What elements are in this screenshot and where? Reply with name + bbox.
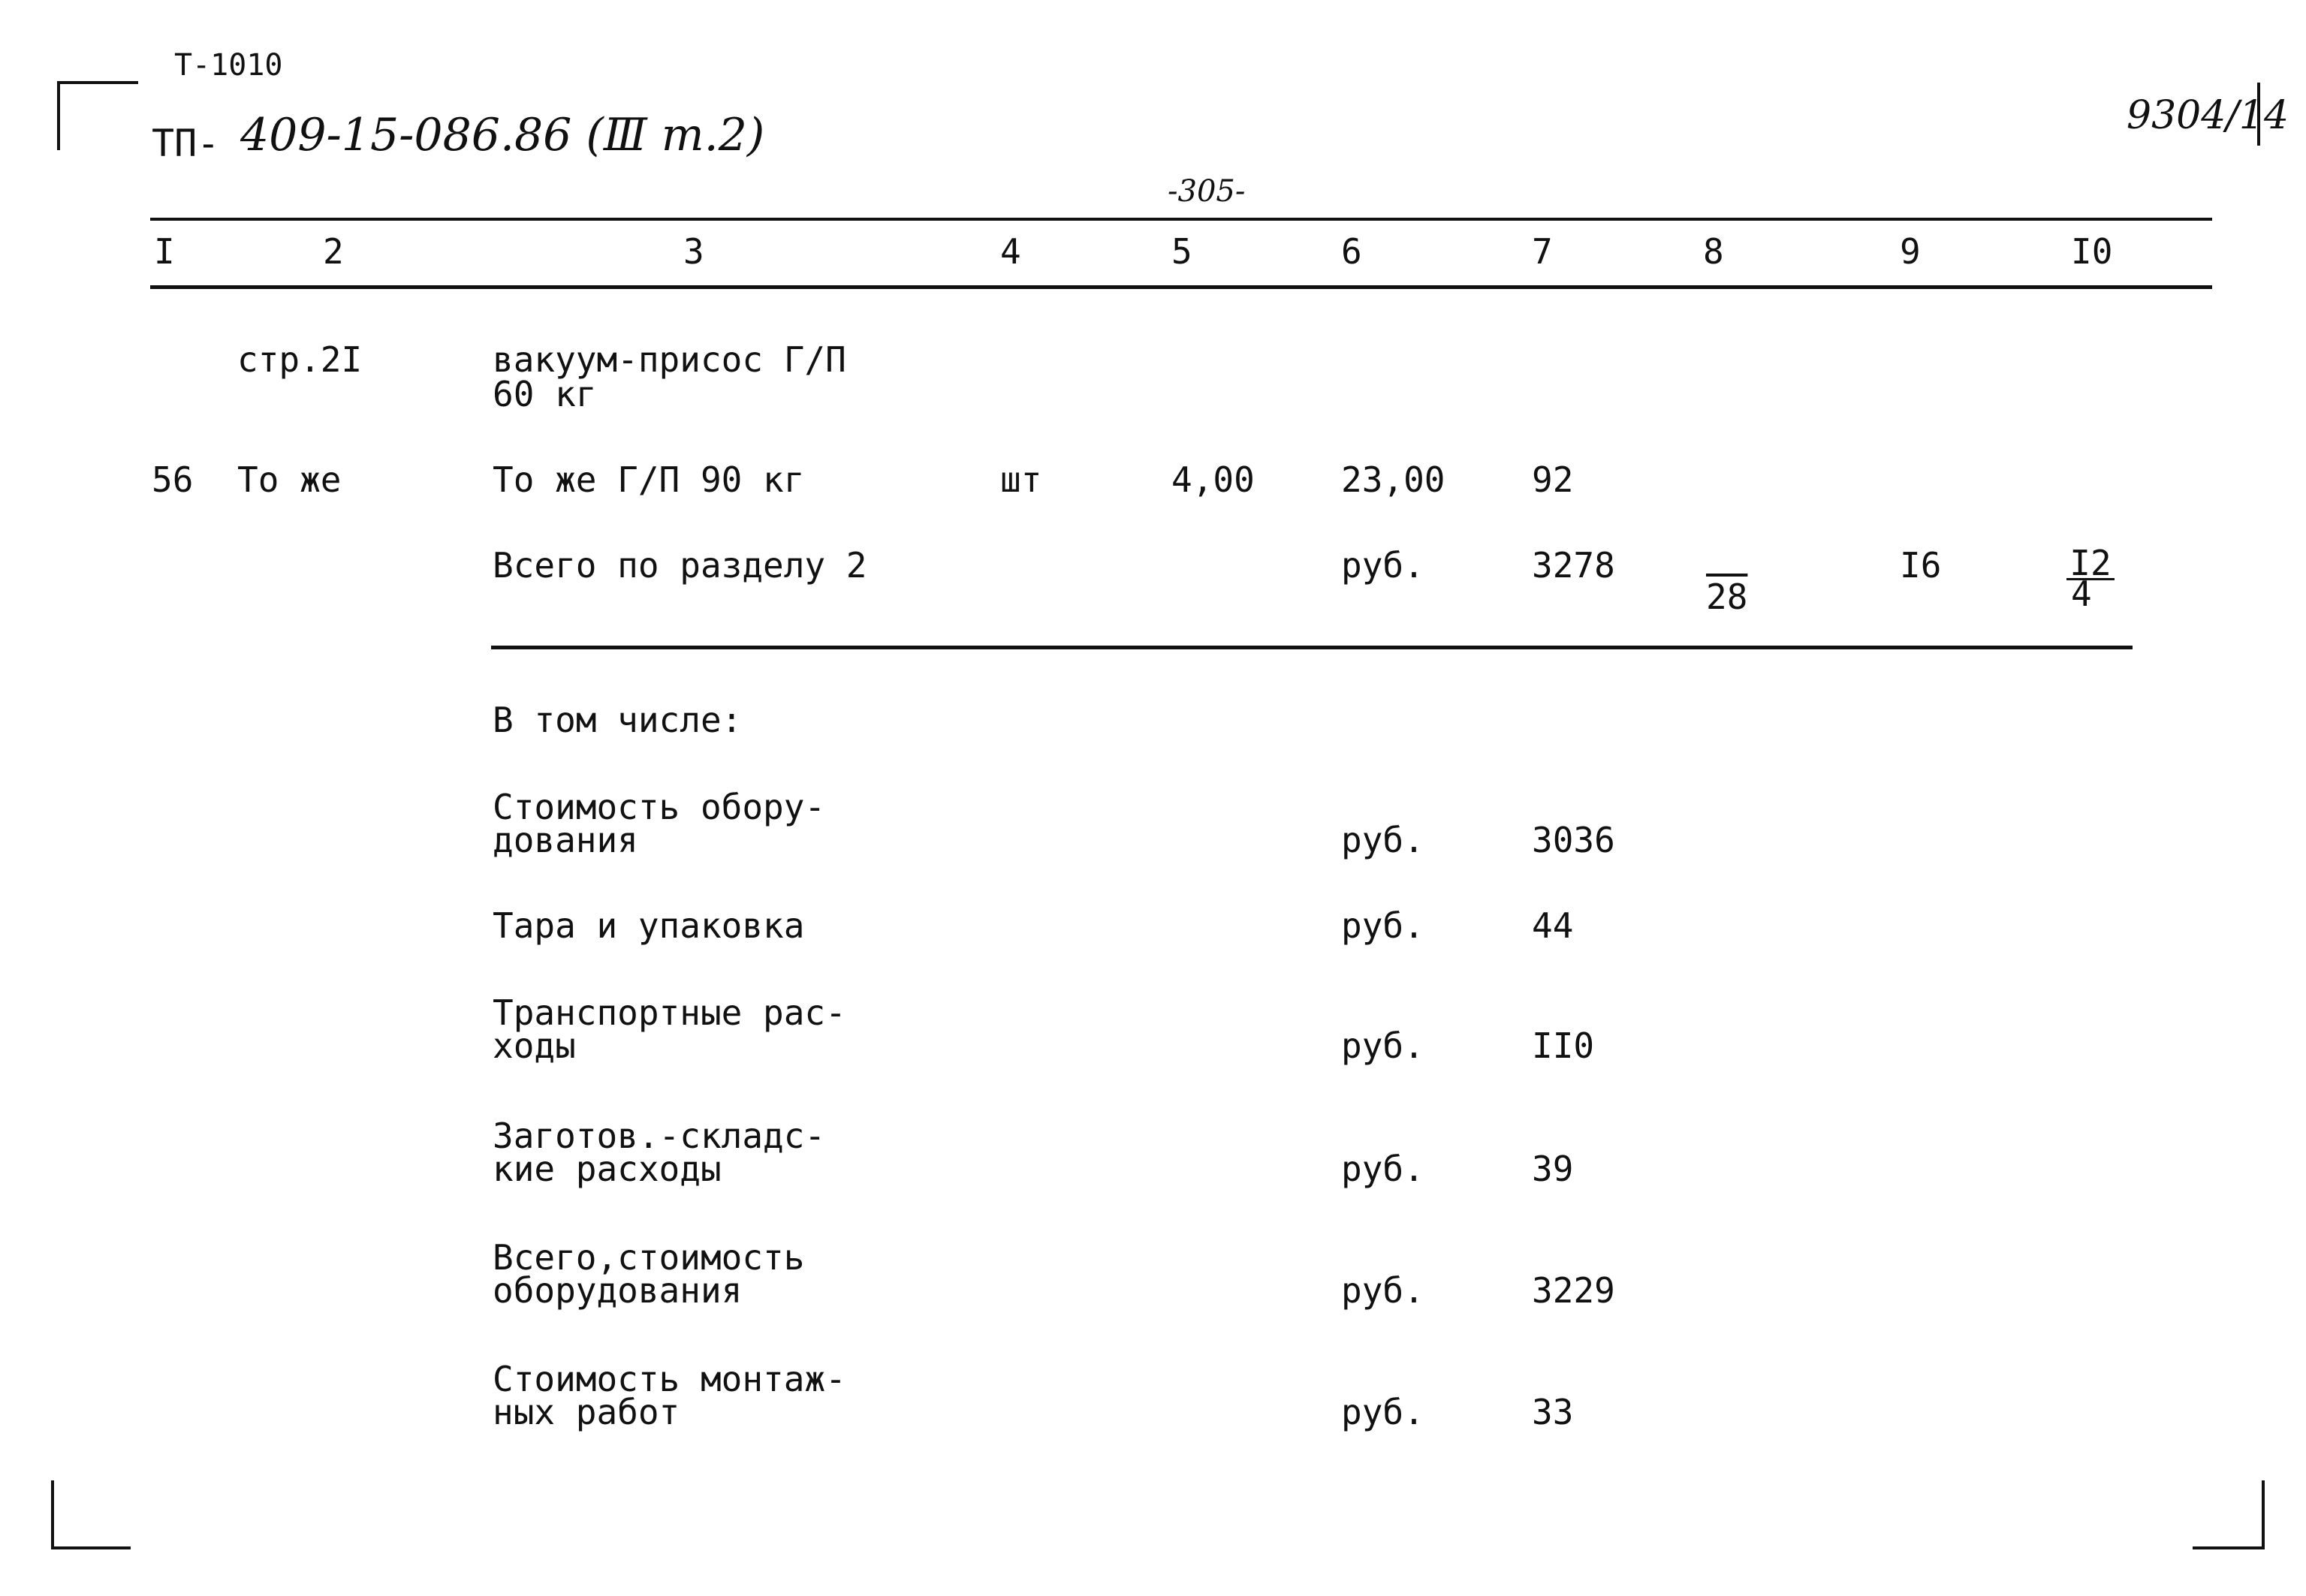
total-col-9: I6 xyxy=(1900,545,1942,586)
breakdown-5-label-line-1: Всего,стоимость xyxy=(493,1237,805,1278)
breakdown-1-label-line-2: дования xyxy=(493,820,638,860)
column-header-4: 4 xyxy=(1000,231,1021,272)
breakdown-4-unit: руб. xyxy=(1341,1149,1424,1189)
corner-mark-top-left xyxy=(57,81,138,150)
breakdown-6-label-line-1: Стоимость монтаж- xyxy=(493,1359,846,1399)
breakdown-heading: В том числе: xyxy=(493,700,743,740)
column-header-6: 6 xyxy=(1341,231,1362,272)
breakdown-3-value: II0 xyxy=(1532,1025,1595,1066)
row-2-col-1: 56 xyxy=(152,459,194,500)
breakdown-3-label-line-1: Транспортные рас- xyxy=(493,992,846,1033)
total-rule xyxy=(491,646,2133,649)
page-number: -305- xyxy=(1168,174,1246,209)
breakdown-5-value: 3229 xyxy=(1532,1270,1615,1311)
column-header-9: 9 xyxy=(1900,231,1921,272)
row-1-col-3-line-1: вакуум-присос Г/П xyxy=(493,339,846,380)
breakdown-1-label-line-1: Стоимость обору- xyxy=(493,787,826,827)
column-header-1: I xyxy=(154,231,175,272)
row-1-col-3-line-2: 60 кг xyxy=(493,374,597,414)
doc-prefix: ТП- xyxy=(152,122,220,165)
total-col-10-bottom: 4 xyxy=(2071,574,2092,614)
breakdown-5-unit: руб. xyxy=(1341,1270,1424,1311)
breakdown-4-value: 39 xyxy=(1532,1149,1574,1189)
breakdown-2-label-line-1: Тара и упаковка xyxy=(493,905,805,946)
row-2-col-2: То же xyxy=(237,459,342,500)
breakdown-1-unit: руб. xyxy=(1341,820,1424,860)
column-header-5: 5 xyxy=(1171,231,1192,272)
total-col-7: 3278 xyxy=(1532,545,1615,586)
breakdown-4-label-line-2: кие расходы xyxy=(493,1149,722,1189)
breakdown-6-value: 33 xyxy=(1532,1392,1574,1432)
corner-mark-bottom-left xyxy=(51,1480,131,1549)
column-header-8: 8 xyxy=(1703,231,1724,272)
breakdown-6-label-line-2: ных работ xyxy=(493,1392,680,1432)
header-bottom-rule xyxy=(150,285,2212,289)
row-2-col-6: 23,00 xyxy=(1341,459,1445,500)
row-2-col-3: То же Г/П 90 кг xyxy=(493,459,805,500)
total-col-10-top: I2 xyxy=(2066,548,2115,580)
total-col-8: 28 xyxy=(1706,577,1748,617)
column-header-3: 3 xyxy=(683,231,704,272)
breakdown-6-unit: руб. xyxy=(1341,1392,1424,1432)
total-col-10 xyxy=(2066,543,2115,614)
row-1-col-2: стр.2I xyxy=(237,339,363,380)
corner-mark-bottom-right xyxy=(2193,1480,2265,1549)
row-2-col-7: 92 xyxy=(1532,459,1574,500)
breakdown-3-unit: руб. xyxy=(1341,1025,1424,1066)
breakdown-2-value: 44 xyxy=(1532,905,1574,946)
column-header-7: 7 xyxy=(1532,231,1553,272)
breakdown-2-unit: руб. xyxy=(1341,905,1424,946)
row-2-col-5: 4,00 xyxy=(1171,459,1255,500)
total-label: Всего по разделу 2 xyxy=(493,545,867,586)
breakdown-1-value: 3036 xyxy=(1532,820,1615,860)
total-unit: руб. xyxy=(1341,545,1424,586)
top-code: Т-1010 xyxy=(174,48,283,83)
breakdown-4-label-line-1: Заготов.-складс- xyxy=(493,1116,826,1156)
sheet-number: 9304/14 xyxy=(2127,93,2289,138)
header-top-rule xyxy=(150,218,2212,221)
doc-number: 409-15-086.86 (Ⅲ т.2) xyxy=(240,109,765,161)
column-header-10: I0 xyxy=(2071,231,2113,272)
breakdown-5-label-line-2: оборудования xyxy=(493,1270,743,1311)
breakdown-3-label-line-2: ходы xyxy=(493,1025,576,1066)
row-2-col-4: шт xyxy=(1000,459,1042,500)
column-header-2: 2 xyxy=(323,231,344,272)
